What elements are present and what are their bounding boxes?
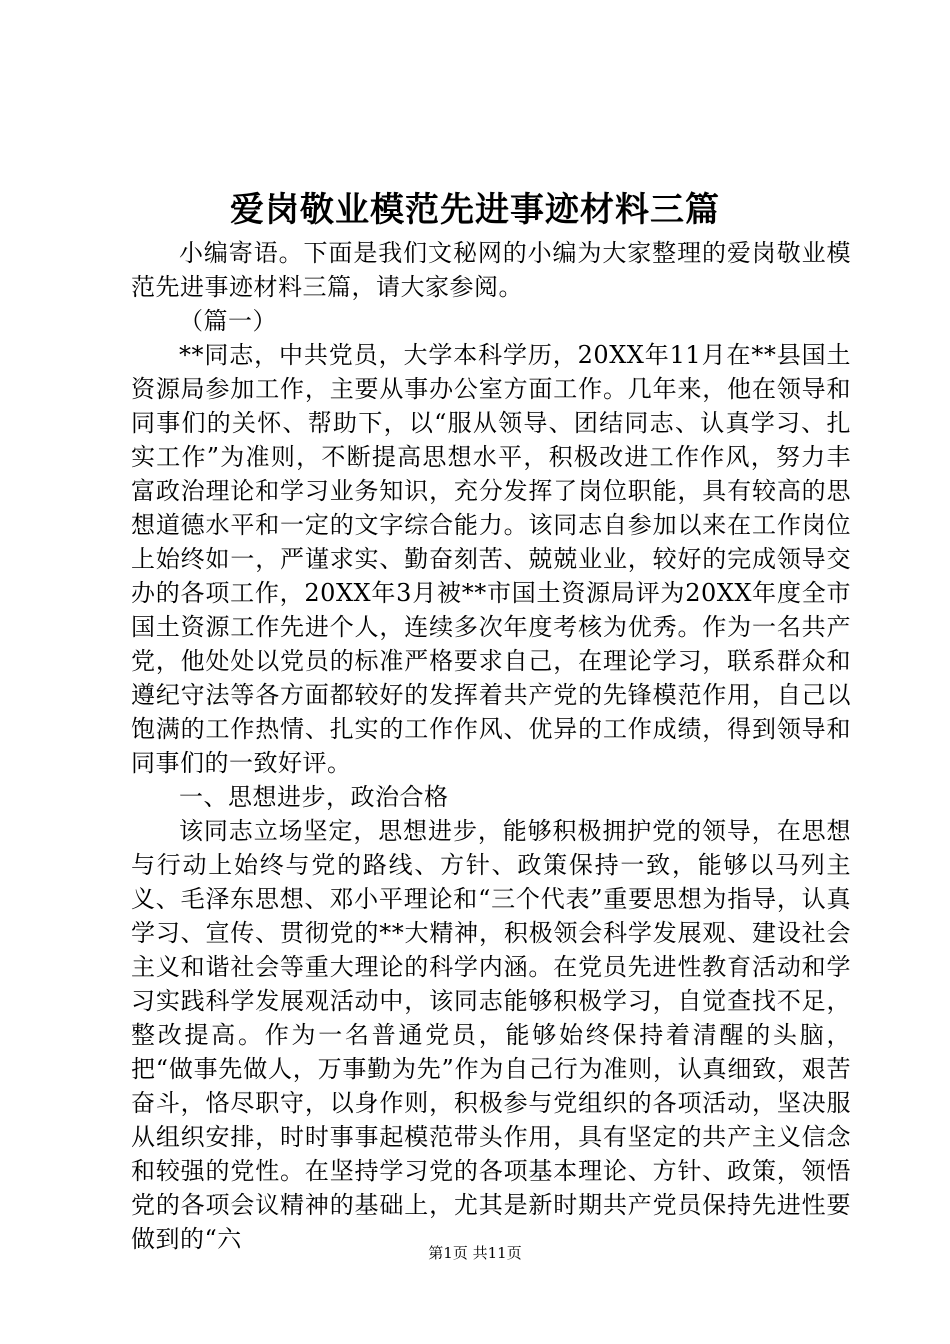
intro-paragraph: 小编寄语。下面是我们文秘网的小编为大家整理的爱岗敬业模范先进事迹材料三篇，请大家参阅。 <box>131 239 851 301</box>
page-footer: 第1页 共11页 <box>428 1244 522 1262</box>
section-heading: 一、思想进步，政治合格 <box>179 783 449 811</box>
document-body <box>131 236 851 1256</box>
section-label: （篇一） <box>179 307 277 335</box>
document-title: 爱岗敬业模范先进事迹材料三篇 <box>230 190 720 230</box>
body-paragraph: 该同志立场坚定，思想进步，能够积极拥护党的领导，在思想与行动上始终与党的路线、方针、政策保持一致，能够以马列主义、毛泽东思想、邓小平理论和“三个代表”重要思想为指导，认真学习、宣传、贯彻党的**大精神，积极领会科学发展观、建设社会主义和谐社会等重大理论的科学内涵。在党员先进性教育活动和学习实践科学发展观活动中，该同志能够积极学习，自觉查找不足，整改提高。作为一名普通党员，能够始终保持着清醒的头脑，把“做事先做人，万事勤为先”作为自己行为准则，认真细致，艰苦奋斗，恪尽职守，以身作则，积极参与党组织的各项活动，坚决服从组织安排，时时事事起模范带头作用，具有坚定的共产主义信念和较强的党性。在坚持学习党的各项基本理论、方针、政策，领悟党的各项会议精神的基础上，尤其是新时期共产党员保持先进性要做到的“六 <box>131 817 851 1253</box>
body-paragraph: **同志，中共党员，大学本科学历，20XX年11月在**县国土资源局参加工作，主要从事办公室方面工作。几年来，他在领导和同事们的关怀、帮助下，以“服从领导、团结同志、认真学习、扎实工作”为准则，不断提高思想水平，积极改进工作作风，努力丰富政治理论和学习业务知识，充分发挥了岗位职能，具有较高的思想道德水平和一定的文字综合能力。该同志自参加以来在工作岗位上始终如一，严谨求实、勤奋刻苦、兢兢业业，较好的完成领导交办的各项工作，20XX年3月被**市国土资源局评为20XX年度全市国土资源工作先进个人，连续多次年度考核为优秀。作为一名共产党，他处处以党员的标准严格要求自己，在理论学习，联系群众和遵纪守法等各方面都较好的发挥着共产党的先锋模范作用，自己以饱满的工作热情、扎实的工作作风、优异的工作成绩，得到领导和同事们的一致好评。 <box>131 341 851 777</box>
